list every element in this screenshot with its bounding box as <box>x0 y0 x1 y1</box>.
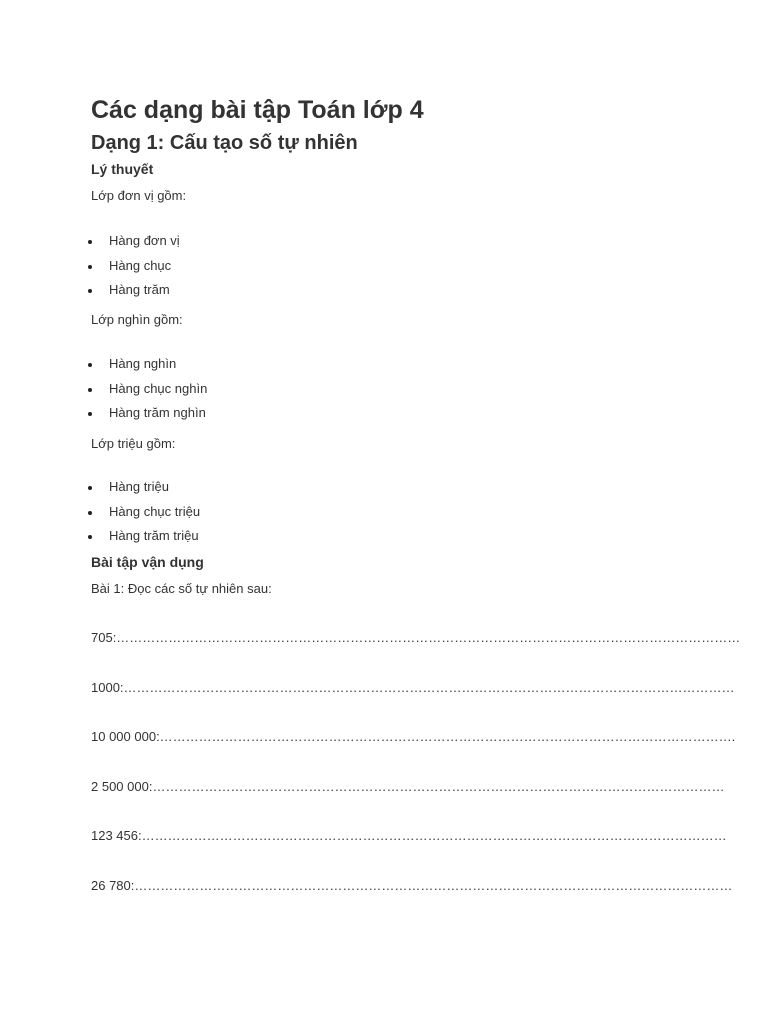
list-item: Hàng chục triệu <box>91 500 200 525</box>
list-item: Hàng trăm nghìn <box>91 401 207 426</box>
answer-line[interactable]: 26 780:………………………………………………………………………………………………………………………… <box>91 878 733 893</box>
theory-heading: Lý thuyết <box>91 161 154 177</box>
section-heading: Dạng 1: Cấu tạo số tự nhiên <box>91 132 358 154</box>
answer-line[interactable]: 705:……………………………………………………………………………………………………………………………… <box>91 630 741 645</box>
practice-heading: Bài tập vận dụng <box>91 554 204 570</box>
list-thousands <box>91 352 207 426</box>
list-item: Hàng đơn vị <box>91 229 180 254</box>
answer-line[interactable]: 10 000 000:……………………………………………………………………………………………………………………. <box>91 729 736 744</box>
list-item: Hàng trăm triệu <box>91 524 200 549</box>
list-millions <box>91 475 200 549</box>
group-label-thousands: Lớp nghìn gồm: <box>91 312 183 327</box>
answer-line[interactable]: 1000:…………………………………………………………………………………………………………………………… <box>91 680 735 695</box>
answer-line[interactable]: 2 500 000:…………………………………………………………………………………………………………………… <box>91 779 725 794</box>
list-item: Hàng trăm <box>91 278 180 303</box>
group-label-millions: Lớp triệu gồm: <box>91 436 176 451</box>
list-units <box>91 229 180 303</box>
list-item: Hàng triệu <box>91 475 200 500</box>
answer-line[interactable]: 123 456:……………………………………………………………………………………………………………………… <box>91 828 727 843</box>
list-item: Hàng chục nghìn <box>91 377 207 402</box>
exercise-prompt: Bài 1: Đọc các số tự nhiên sau: <box>91 581 272 596</box>
page-title: Các dạng bài tập Toán lớp 4 <box>91 96 424 124</box>
list-item: Hàng chục <box>91 254 180 279</box>
group-label-units: Lớp đơn vị gồm: <box>91 188 187 203</box>
list-item: Hàng nghìn <box>91 352 207 377</box>
